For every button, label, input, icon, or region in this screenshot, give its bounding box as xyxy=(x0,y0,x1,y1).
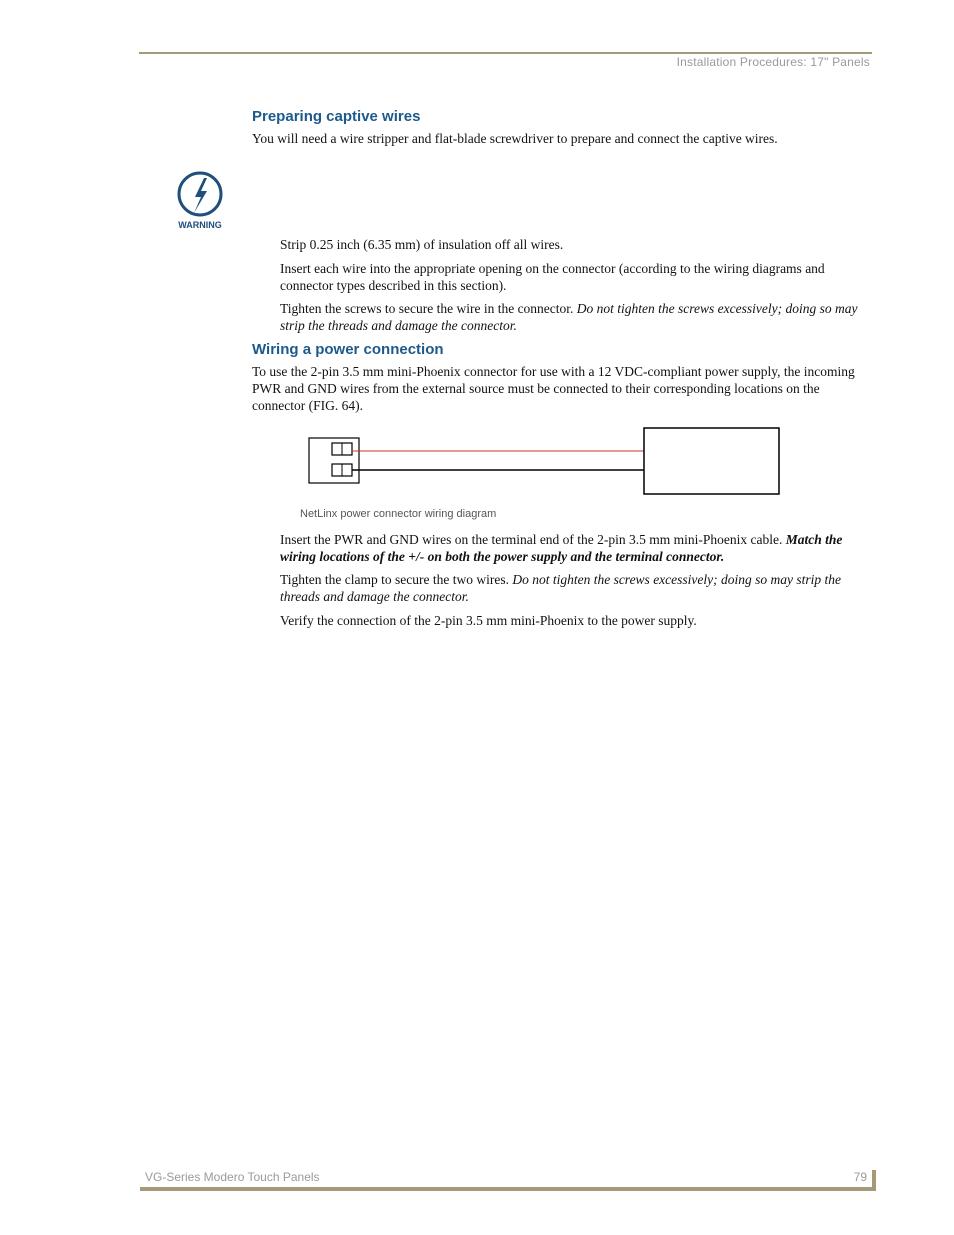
section-heading-power-connection: Wiring a power connection xyxy=(252,341,444,358)
section2-intro: To use the 2-pin 3.5 mm mini-Phoenix connector for use with a 12 VDC-compliant power supply, the incoming PWR and GND wires from the external source must be connected to their corresponding locations on the connector (FIG. 64). xyxy=(252,364,855,413)
footer-doc-title: VG-Series Modero Touch Panels xyxy=(145,1170,320,1184)
step-tighten-screws xyxy=(280,300,870,334)
step-tighten-screws-text: Tighten the screws to secure the wire in the connector. xyxy=(280,301,577,316)
figure-caption: NetLinx power connector wiring diagram xyxy=(300,508,497,520)
step-tighten-clamp-caution: Do not tighten the screws excessively; doing so may strip the threads and damage the connector. xyxy=(280,572,842,604)
power-supply-box xyxy=(644,428,779,494)
step-tighten-clamp xyxy=(280,571,870,605)
warning-icon xyxy=(174,170,228,232)
step-tighten-clamp-text: Tighten the clamp to secure the two wires. xyxy=(280,572,513,587)
step-insert-pwr-gnd-text: Insert the PWR and GND wires on the terminal end of the 2-pin 3.5 mm mini-Phoenix cable. xyxy=(280,532,786,547)
step-insert-pwr-gnd xyxy=(280,531,870,565)
footer-rule xyxy=(140,1187,876,1191)
step-tighten-screws-caution: Do not tighten the screws excessively; doing so may strip the threads and damage the connector. xyxy=(280,301,858,333)
page-number: 79 xyxy=(853,1170,867,1184)
step-insert-wire: Insert each wire into the appropriate opening on the connector (according to the wiring diagrams and connector types described in this section). xyxy=(280,261,825,293)
running-header: Installation Procedures: 17" Panels xyxy=(676,55,870,69)
section-heading-preparing-wires: Preparing captive wires xyxy=(252,108,421,125)
step-insert-pwr-gnd-emphasis: Match the wiring locations of the +/- on both the power supply and the terminal connector. xyxy=(280,532,843,564)
warning-label: WARNING xyxy=(178,220,222,230)
step-verify-connection: Verify the connection of the 2-pin 3.5 mm mini-Phoenix to the power supply. xyxy=(280,613,697,628)
section1-intro: You will need a wire stripper and flat-blade screwdriver to prepare and connect the captive wires. xyxy=(252,131,778,146)
power-wiring-diagram xyxy=(305,424,785,499)
header-rule xyxy=(139,52,872,54)
step-strip-insulation: Strip 0.25 inch (6.35 mm) of insulation off all wires. xyxy=(280,237,564,252)
